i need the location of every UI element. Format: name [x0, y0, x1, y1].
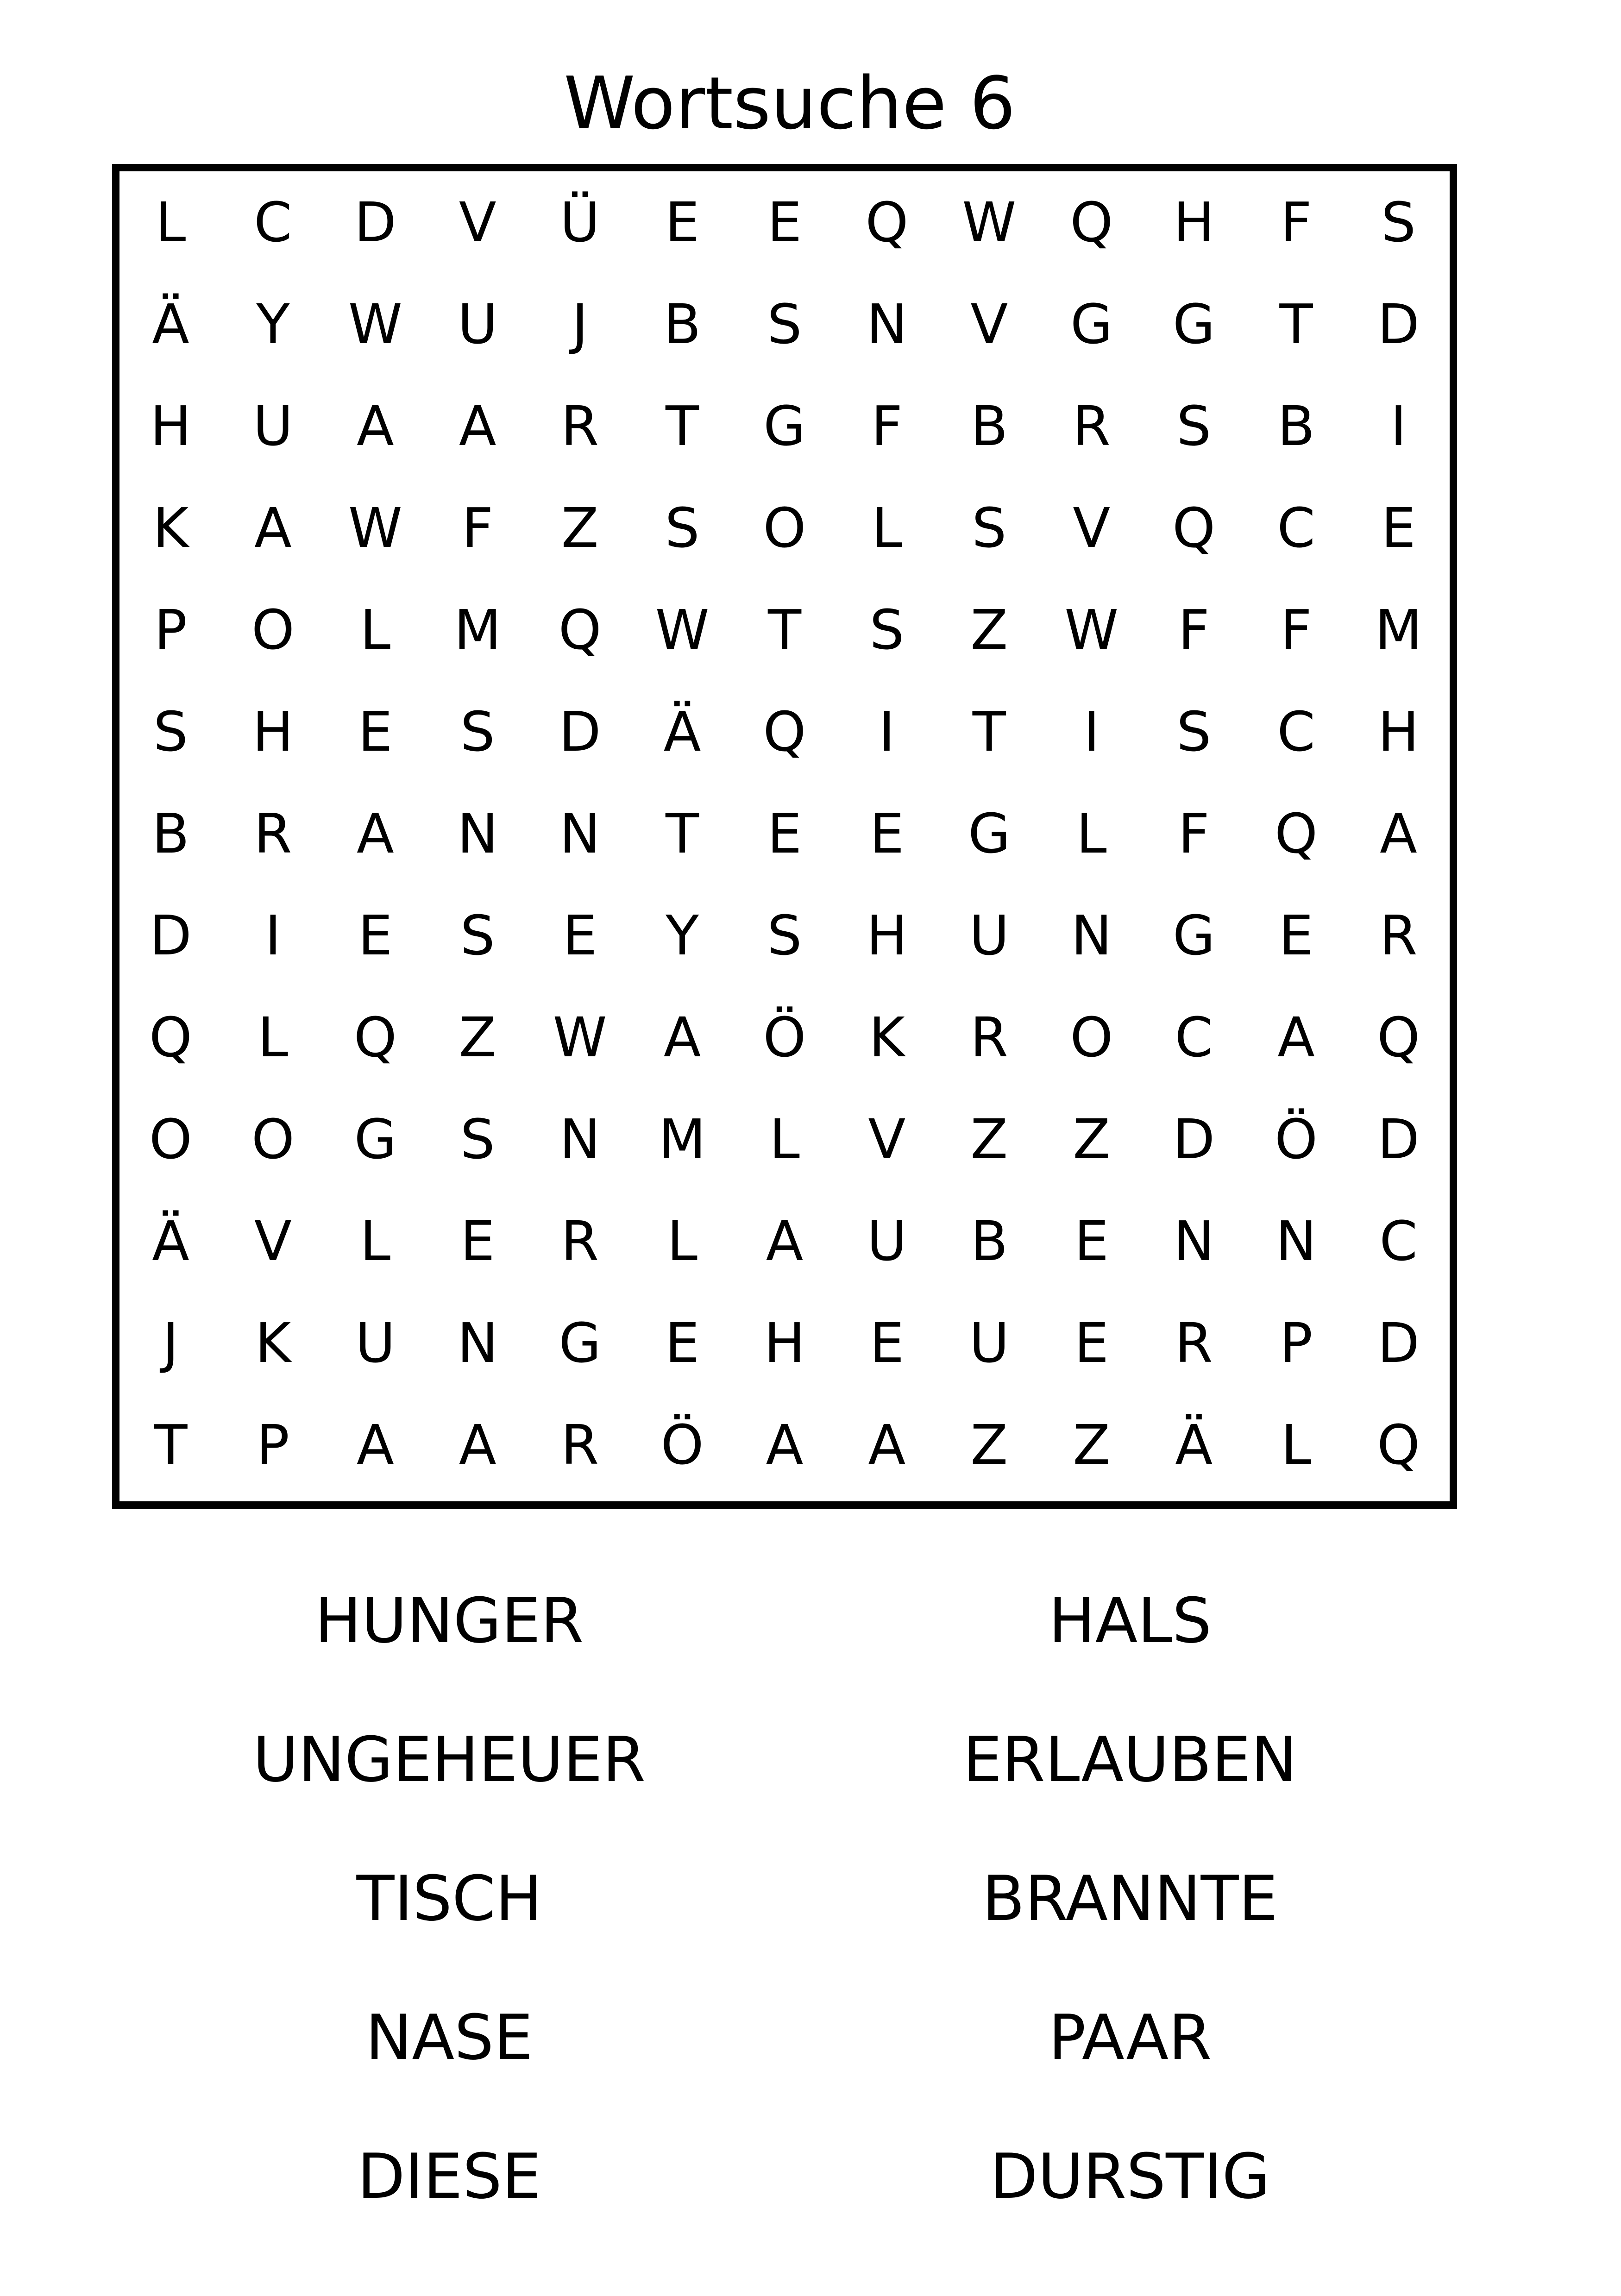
- grid-cell: N: [457, 1311, 498, 1375]
- grid-cell: Q: [1275, 802, 1318, 866]
- grid-cell: I: [1390, 394, 1407, 458]
- grid-cell: S: [1381, 190, 1416, 254]
- grid-cell: M: [659, 1107, 706, 1171]
- grid-cell: C: [1277, 496, 1315, 560]
- word-list-item: DURSTIG: [990, 2140, 1270, 2213]
- grid-cell: T: [972, 700, 1006, 764]
- grid-cell: A: [356, 1413, 394, 1477]
- grid-cell: F: [1280, 598, 1312, 662]
- grid-cell: A: [1380, 802, 1417, 866]
- grid-cell: Z: [561, 496, 599, 560]
- grid-cell: G: [968, 802, 1011, 866]
- word-list-item: NASE: [365, 2001, 533, 2074]
- grid-cell: Ö: [1275, 1107, 1318, 1171]
- grid-cell: N: [1071, 903, 1112, 967]
- grid-cell: V: [1073, 496, 1111, 560]
- grid-cell: A: [459, 394, 496, 458]
- grid-cell: R: [1072, 394, 1111, 458]
- grid-cell: M: [1375, 598, 1422, 662]
- grid-cell: Ä: [1175, 1413, 1213, 1477]
- grid-cell: K: [869, 1005, 905, 1069]
- grid-cell: S: [460, 903, 495, 967]
- grid-cell: E: [1279, 903, 1313, 967]
- grid-cell: T: [154, 1413, 188, 1477]
- grid-cell: Ö: [660, 1413, 704, 1477]
- grid-cell: T: [666, 802, 699, 866]
- grid-cell: E: [562, 903, 597, 967]
- grid-cell: S: [869, 598, 905, 662]
- word-list-item: HUNGER: [314, 1585, 584, 1657]
- grid-cell: E: [1074, 1311, 1109, 1375]
- grid-cell: N: [866, 292, 908, 356]
- grid-cell: E: [460, 1209, 495, 1273]
- grid-cell: Q: [1377, 1005, 1420, 1069]
- grid-cell: Q: [763, 700, 806, 764]
- grid-cell: D: [1173, 1107, 1215, 1171]
- grid-cell: B: [663, 292, 701, 356]
- word-search-grid: [112, 164, 1457, 1509]
- grid-cell: R: [1379, 903, 1418, 967]
- grid-cell: G: [559, 1311, 601, 1375]
- grid-cell: E: [869, 1311, 905, 1375]
- grid-cell: L: [258, 1005, 289, 1069]
- grid-cell: A: [868, 1413, 906, 1477]
- grid-cell: R: [970, 1005, 1008, 1069]
- grid-cell: G: [1070, 292, 1113, 356]
- grid-cell: J: [572, 292, 588, 356]
- grid-cell: V: [459, 190, 496, 254]
- grid-cell: D: [1377, 1107, 1420, 1171]
- grid-cell: U: [969, 903, 1010, 967]
- grid-cell: E: [767, 190, 802, 254]
- grid-cell: A: [356, 394, 394, 458]
- grid-cell: H: [252, 700, 294, 764]
- grid-cell: U: [867, 1209, 907, 1273]
- grid-cell: F: [1280, 190, 1312, 254]
- grid-cell: O: [763, 496, 806, 560]
- grid-cell: G: [763, 394, 806, 458]
- grid-cell: I: [1083, 700, 1100, 764]
- grid-cell: O: [251, 598, 295, 662]
- grid-cell: S: [665, 496, 700, 560]
- grid-cell: E: [358, 700, 393, 764]
- grid-cell: N: [559, 1107, 601, 1171]
- word-list-item: UNGEHEUER: [252, 1724, 646, 1796]
- grid-cell: Z: [459, 1005, 496, 1069]
- grid-cell: P: [154, 598, 188, 662]
- grid-cell: P: [1280, 1311, 1313, 1375]
- grid-cell: E: [358, 903, 393, 967]
- grid-cell: H: [1378, 700, 1419, 764]
- grid-cell: Z: [1073, 1413, 1111, 1477]
- word-list-item: TISCH: [356, 1863, 542, 1935]
- grid-cell: I: [264, 903, 281, 967]
- grid-cell: N: [1173, 1209, 1214, 1273]
- grid-cell: Q: [865, 190, 909, 254]
- grid-cell: H: [764, 1311, 805, 1375]
- grid-cell: L: [872, 496, 902, 560]
- grid-cell: A: [766, 1413, 804, 1477]
- grid-cell: Z: [970, 1107, 1008, 1171]
- grid-cell: S: [153, 700, 188, 764]
- grid-cell: L: [155, 190, 186, 254]
- grid-cell: E: [665, 190, 700, 254]
- grid-cell: U: [969, 1311, 1010, 1375]
- grid-cell: Ä: [152, 292, 189, 356]
- grid-cell: S: [460, 1107, 495, 1171]
- grid-cell: H: [1173, 190, 1215, 254]
- grid-cell: V: [970, 292, 1008, 356]
- grid-cell: J: [163, 1311, 179, 1375]
- grid-cell: R: [561, 1209, 599, 1273]
- grid-cell: D: [150, 903, 192, 967]
- grid-cell: L: [360, 598, 391, 662]
- grid-cell: C: [1277, 700, 1315, 764]
- grid-cell: B: [151, 802, 189, 866]
- grid-cell: C: [254, 190, 292, 254]
- grid-cell: S: [1176, 394, 1212, 458]
- grid-cell: Y: [256, 292, 290, 356]
- grid-cell: Z: [970, 598, 1008, 662]
- grid-cell: O: [149, 1107, 192, 1171]
- grid-cell: R: [561, 394, 599, 458]
- grid-cell: Z: [970, 1413, 1008, 1477]
- grid-cell: Q: [1377, 1413, 1420, 1477]
- grid-cell: Q: [558, 598, 602, 662]
- grid-cell: E: [1381, 496, 1416, 560]
- grid-cell: P: [256, 1413, 289, 1477]
- grid-cell: L: [1281, 1413, 1312, 1477]
- grid-cell: N: [457, 802, 498, 866]
- word-list-item: PAAR: [1048, 2001, 1212, 2074]
- grid-cell: K: [255, 1311, 291, 1375]
- grid-cell: D: [1377, 292, 1420, 356]
- grid-cell: S: [767, 903, 802, 967]
- grid-cell: C: [1379, 1209, 1418, 1273]
- grid-cell: L: [769, 1107, 800, 1171]
- grid-cell: D: [1377, 1311, 1420, 1375]
- word-list-item: DIESE: [357, 2140, 541, 2213]
- grid-cell: Ä: [663, 700, 701, 764]
- grid-cell: A: [1277, 1005, 1315, 1069]
- grid-cell: O: [251, 1107, 295, 1171]
- grid-cell: Q: [149, 1005, 192, 1069]
- grid-cell: F: [462, 496, 494, 560]
- grid-cell: E: [1074, 1209, 1109, 1273]
- grid-cell: Z: [1073, 1107, 1111, 1171]
- grid-cell: E: [767, 802, 802, 866]
- grid-cell: R: [1175, 1311, 1213, 1375]
- grid-cell: L: [360, 1209, 391, 1273]
- grid-cell: A: [254, 496, 292, 560]
- grid-cell: E: [665, 1311, 700, 1375]
- grid-cell: Ä: [152, 1209, 189, 1273]
- grid-cell: V: [254, 1209, 292, 1273]
- grid-cell: A: [459, 1413, 496, 1477]
- grid-cell: W: [553, 1005, 607, 1069]
- grid-cell: S: [1176, 700, 1212, 764]
- grid-cell: T: [767, 598, 802, 662]
- grid-cell: C: [1175, 1005, 1213, 1069]
- grid-cell: M: [454, 598, 502, 662]
- grid-cell: A: [663, 1005, 701, 1069]
- grid-cell: F: [1178, 802, 1210, 866]
- grid-cell: T: [1279, 292, 1313, 356]
- grid-cell: V: [868, 1107, 906, 1171]
- word-list-item: BRANNTE: [982, 1863, 1278, 1935]
- grid-cell: R: [561, 1413, 599, 1477]
- grid-cell: W: [348, 496, 402, 560]
- grid-cell: B: [970, 394, 1008, 458]
- grid-cell: G: [354, 1107, 397, 1171]
- grid-cell: F: [1178, 598, 1210, 662]
- grid-cell: Q: [353, 1005, 397, 1069]
- grid-cell: B: [1277, 394, 1315, 458]
- grid-cell: G: [1172, 292, 1215, 356]
- grid-cell: I: [879, 700, 895, 764]
- grid-cell: S: [767, 292, 802, 356]
- grid-cell: H: [866, 903, 908, 967]
- grid-cell: U: [253, 394, 293, 458]
- grid-cell: W: [348, 292, 402, 356]
- grid-cell: W: [1064, 598, 1119, 662]
- grid-cell: T: [666, 394, 699, 458]
- grid-cell: N: [1275, 1209, 1317, 1273]
- grid-cell: A: [356, 802, 394, 866]
- grid-cell: L: [1076, 802, 1107, 866]
- grid-cell: E: [869, 802, 905, 866]
- grid-cell: W: [655, 598, 710, 662]
- grid-cell: Q: [1070, 190, 1113, 254]
- grid-cell: U: [458, 292, 498, 356]
- grid-cell: K: [152, 496, 189, 560]
- grid-cell: G: [1172, 903, 1215, 967]
- grid-cell: B: [970, 1209, 1008, 1273]
- grid-cell: Y: [666, 903, 699, 967]
- grid-cell: R: [254, 802, 292, 866]
- grid-cell: S: [972, 496, 1007, 560]
- grid-cell: Ö: [763, 1005, 806, 1069]
- grid-cell: Q: [1172, 496, 1216, 560]
- word-list-item: HALS: [1048, 1585, 1212, 1657]
- grid-cell: W: [962, 190, 1017, 254]
- grid-cell: S: [460, 700, 495, 764]
- grid-cell: N: [559, 802, 601, 866]
- word-list-item: ERLAUBEN: [962, 1724, 1298, 1796]
- grid-cell: F: [871, 394, 903, 458]
- grid-cell: Ü: [559, 190, 600, 254]
- grid-cell: H: [150, 394, 191, 458]
- grid-cell: L: [667, 1209, 697, 1273]
- page-title: Wortsuche 6: [564, 61, 1016, 145]
- grid-cell: U: [355, 1311, 396, 1375]
- grid-cell: A: [766, 1209, 804, 1273]
- grid-cell: D: [354, 190, 396, 254]
- grid-cell: O: [1070, 1005, 1113, 1069]
- grid-cell: D: [559, 700, 601, 764]
